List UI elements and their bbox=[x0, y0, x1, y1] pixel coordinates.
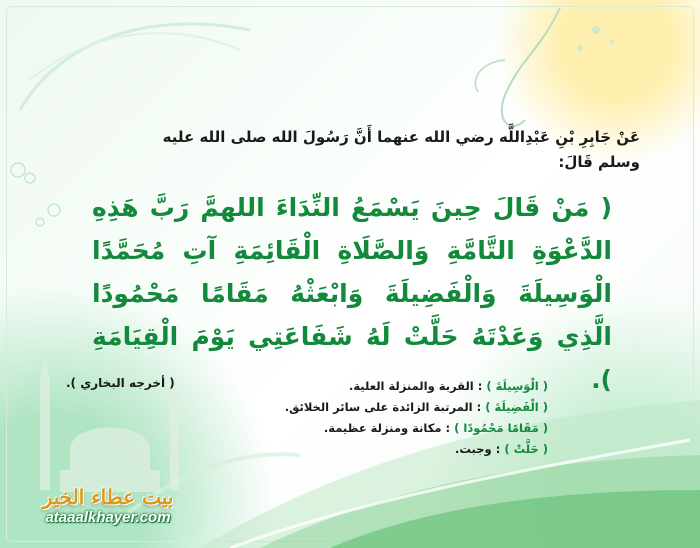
glossary-list bbox=[248, 376, 548, 460]
intro-line-2: وسلم قَالَ: bbox=[558, 153, 640, 171]
glossary-item bbox=[248, 439, 548, 460]
glossary-term: ( الْوَسِيلَةَ ) bbox=[486, 379, 548, 393]
site-name-arabic: بيت عطاء الخير bbox=[42, 485, 174, 509]
glossary-item bbox=[248, 376, 548, 397]
glossary-definition: : المرتبة الزائدة على سائر الخلائق. bbox=[284, 400, 482, 414]
glossary-term: ( الْفَضِيلَةَ ) bbox=[485, 400, 548, 414]
glossary-item bbox=[248, 397, 548, 418]
glossary-definition: : مكانة ومنزلة عظيمة. bbox=[323, 421, 451, 435]
glossary-term: ( حَلَّتْ ) bbox=[504, 442, 548, 456]
hadith-text: ( مَنْ قَالَ حِينَ يَسْمَعُ النِّدَاءَ اللهمَّ رَبَّ هَذِهِ الدَّعْوَةِ التَّامَّةِ وَالصَّلَاةِ الْقَائِمَةِ آتِ مُحَمَّدًا الْوَسِيلَةَ وَالْفَضِيلَةَ وَابْعَثْهُ مَقَامًا مَحْمُودًا الَّذِي وَعَدْتَهُ حَلَّتْ لَهُ شَفَاعَتِي يَوْمَ الْقِيَامَةِ ). bbox=[92, 193, 612, 394]
site-url[interactable]: ataaalkhayer.com bbox=[45, 509, 171, 526]
glossary-item bbox=[248, 418, 548, 439]
intro-line-1: عَنْ جَابِرِ بْنِ عَبْدِاللَّه رضي الله عنهما أَنَّ رَسُولَ الله صلى الله عليه bbox=[162, 128, 640, 146]
hadith-introduction bbox=[80, 125, 640, 175]
site-logo[interactable] bbox=[18, 485, 198, 526]
glossary-term: ( مَقَامًا مَحْمُودًا ) bbox=[454, 421, 548, 435]
glossary-definition: : القربة والمنزلة العلية. bbox=[348, 379, 483, 393]
hadith-source: ( أخرجه البخاري ). bbox=[66, 376, 175, 390]
glossary-definition: : وجبت. bbox=[455, 442, 501, 456]
